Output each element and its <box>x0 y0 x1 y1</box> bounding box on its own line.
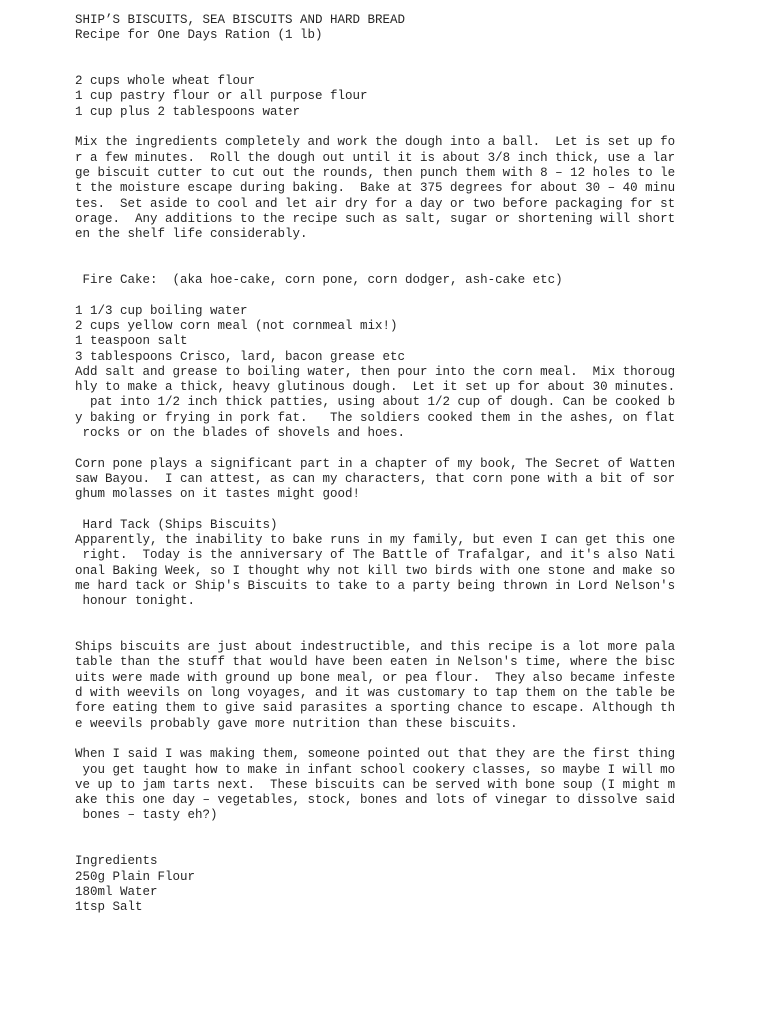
paragraph-line: ake this one day – vegetables, stock, bones and lots of vinegar to dissolve said <box>75 793 676 808</box>
document-page <box>75 13 675 916</box>
paragraph-line: Apparently, the inability to bake runs in my family, but even I can get this one <box>75 533 676 548</box>
paragraph-line: uits were made with ground up bone meal, or pea flour. They also became infeste <box>75 670 676 685</box>
paragraph-line: Ships biscuits are just about indestructible, and this recipe is a lot more pala <box>75 640 676 655</box>
spacer <box>75 732 675 747</box>
ingredient-line: 1 teaspoon salt <box>75 334 188 349</box>
paragraph-line: y baking or frying in pork fat. The soldiers cooked them in the ashes, on flat <box>75 410 676 425</box>
ingredient-line: 2 cups whole wheat flour <box>75 74 256 89</box>
spacer <box>75 503 675 518</box>
spacer <box>75 44 675 59</box>
hard-tack-school <box>75 747 675 823</box>
paragraph-line: ge biscuit cutter to cut out the rounds, then punch them with 8 – 12 holes to le <box>75 165 676 180</box>
paragraph-line: onal Baking Week, so I thought why not kill two birds with one stone and make so <box>75 563 676 578</box>
paragraph-line: fore eating them to give said parasites a sporting chance to escape. Although th <box>75 701 676 716</box>
ingredient-line: 1 cup plus 2 tablespoons water <box>75 104 301 119</box>
paragraph-line: right. Today is the anniversary of The Battle of Trafalgar, and it's also Nati <box>75 548 676 563</box>
paragraph-line: Add salt and grease to boiling water, then pour into the corn meal. Mix thoroug <box>75 364 676 379</box>
ingredient-line: 1 1/3 cup boiling water <box>75 303 248 318</box>
spacer <box>75 242 675 257</box>
paragraph-line: table than the stuff that would have been eaten in Nelson's time, where the bisc <box>75 655 676 670</box>
paragraph-line: honour tonight. <box>75 594 196 609</box>
paragraph-line: tes. Set aside to cool and let air dry for a day or two before packaging for st <box>75 196 676 211</box>
document-subtitle: Recipe for One Days Ration (1 lb) <box>75 28 323 43</box>
ships-biscuits-ingredients <box>75 74 675 120</box>
spacer <box>75 441 675 456</box>
paragraph-line: en the shelf life considerably. <box>75 227 308 242</box>
ingredient-line: 180ml Water <box>75 884 158 899</box>
paragraph-line: hly to make a thick, heavy glutinous dough. Let it set up for about 30 minutes. <box>75 380 676 395</box>
paragraph-line: t the moisture escape during baking. Bake at 375 degrees for about 30 – 40 minu <box>75 181 676 196</box>
fire-cake-ingredients <box>75 304 675 365</box>
hard-tack-history <box>75 640 675 732</box>
corn-pone-note <box>75 457 675 503</box>
spacer <box>75 839 675 854</box>
paragraph-line: ve up to jam tarts next. These biscuits can be served with bone soup (I might m <box>75 777 676 792</box>
hard-tack-intro <box>75 533 675 609</box>
paragraph-line: you get taught how to make in infant school cookery classes, so maybe I will mo <box>75 762 676 777</box>
spacer <box>75 610 675 625</box>
spacer <box>75 59 675 74</box>
paragraph-line: ghum molasses on it tastes might good! <box>75 487 361 502</box>
ingredient-line: 3 tablespoons Crisco, lard, bacon grease etc <box>75 349 406 364</box>
spacer <box>75 824 675 839</box>
spacer <box>75 288 675 303</box>
paragraph-line: e weevils probably gave more nutrition than these biscuits. <box>75 716 518 731</box>
document-title: SHIP’S BISCUITS, SEA BISCUITS AND HARD BREAD <box>75 13 406 27</box>
paragraph-line: me hard tack or Ship's Biscuits to take to a party being thrown in Lord Nelson's <box>75 578 676 593</box>
paragraph-line: pat into 1/2 inch thick patties, using about 1/2 cup of dough. Can be cooked b <box>75 395 676 410</box>
fire-cake-method <box>75 365 675 441</box>
spacer <box>75 120 675 135</box>
ships-biscuits-method <box>75 135 675 242</box>
paragraph-line: rocks or on the blades of shovels and hoes. <box>75 426 406 441</box>
ingredient-line: 1tsp Salt <box>75 900 143 915</box>
ingredient-line: 1 cup pastry flour or all purpose flour <box>75 89 368 104</box>
paragraph-line: When I said I was making them, someone pointed out that they are the first thing <box>75 747 676 762</box>
spacer <box>75 258 675 273</box>
hard-tack-ingredients <box>75 870 675 916</box>
ingredients-heading: Ingredients <box>75 854 158 869</box>
paragraph-line: r a few minutes. Roll the dough out until it is about 3/8 inch thick, use a lar <box>75 150 676 165</box>
ingredient-line: 2 cups yellow corn meal (not cornmeal mix!) <box>75 318 398 333</box>
spacer <box>75 625 675 640</box>
paragraph-line: Corn pone plays a significant part in a chapter of my book, The Secret of Watten <box>75 456 676 471</box>
paragraph-line: bones – tasty eh?) <box>75 808 218 823</box>
paragraph-line: Mix the ingredients completely and work the dough into a ball. Let is set up fo <box>75 135 676 150</box>
fire-cake-heading: Fire Cake: (aka hoe-cake, corn pone, corn dodger, ash-cake etc) <box>75 273 563 288</box>
paragraph-line: d with weevils on long voyages, and it was customary to tap them on the table be <box>75 686 676 701</box>
paragraph-line: saw Bayou. I can attest, as can my characters, that corn pone with a bit of sor <box>75 471 676 486</box>
hard-tack-heading: Hard Tack (Ships Biscuits) <box>75 517 278 532</box>
paragraph-line: orage. Any additions to the recipe such as salt, sugar or shortening will short <box>75 211 676 226</box>
ingredient-line: 250g Plain Flour <box>75 869 196 884</box>
